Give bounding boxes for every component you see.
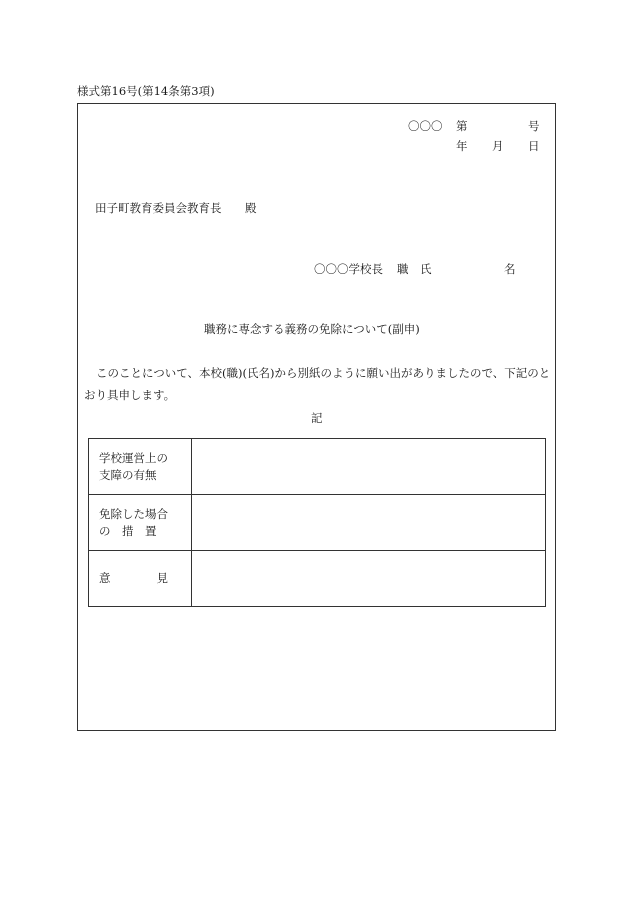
form-number: 様式第16号(第14条第3項): [77, 84, 215, 98]
doc-number-go: 号: [528, 119, 540, 133]
row-label-line: 免除した場合: [99, 506, 168, 521]
date-year: 年: [456, 139, 468, 153]
body-paragraph: このことについて、本校(職)(氏名)から別紙のように願い出がありましたので、下記のとおり具申します。: [84, 366, 551, 402]
subject-title: 職務に専念する義務の免除について(副申): [204, 322, 420, 336]
recipient-name: 田子町教育委員会教育長: [95, 201, 222, 215]
sender-shi: 氏: [420, 262, 432, 276]
recipient-honorific: 殿: [245, 201, 257, 215]
date-month: 月: [492, 139, 504, 153]
row-label: [89, 495, 192, 551]
ki-heading: 記: [311, 411, 323, 425]
row-label: [89, 551, 192, 607]
row-value-field[interactable]: [192, 439, 546, 495]
row-value-field[interactable]: [192, 495, 546, 551]
table-row: [89, 495, 546, 551]
doc-number-prefix: 〇〇〇: [408, 119, 443, 133]
detail-table: [88, 438, 546, 607]
sender-shoku: 職: [397, 262, 409, 276]
row-label: [89, 439, 192, 495]
table-row: [89, 551, 546, 607]
row-value-field[interactable]: [192, 551, 546, 607]
table-row: [89, 439, 546, 495]
sender-title: 〇〇〇学校長: [314, 262, 383, 276]
sender-mei: 名: [504, 262, 516, 276]
row-label-line: 支障の有無: [99, 467, 157, 482]
row-label-line: 意 見: [99, 571, 168, 585]
date-day: 日: [528, 139, 540, 153]
row-label-line: 学校運営上の: [99, 450, 168, 465]
row-label-line: の 措 置: [99, 523, 157, 538]
doc-number-dai: 第: [456, 119, 468, 133]
